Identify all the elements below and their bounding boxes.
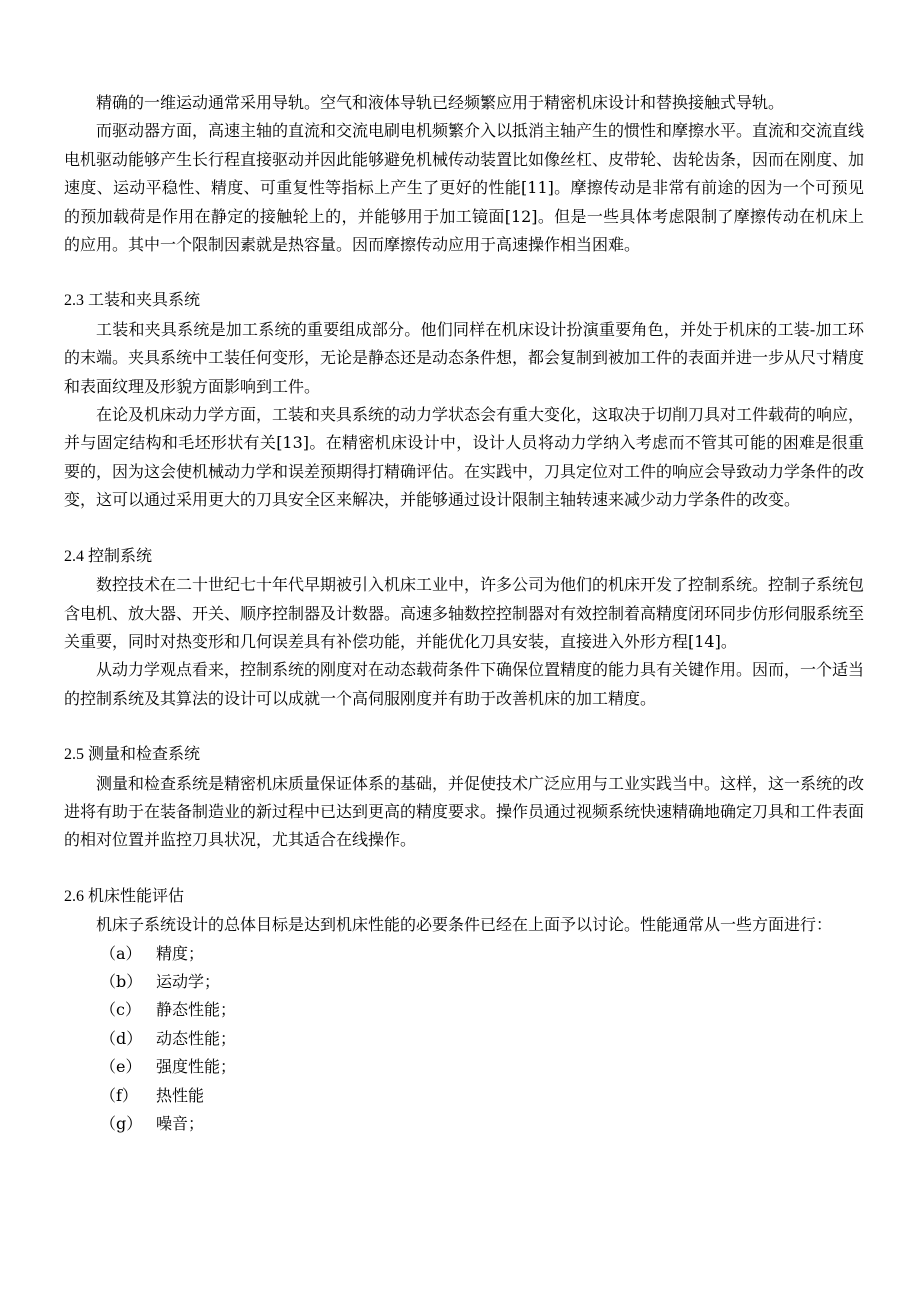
section-heading: 2.5 测量和检查系统 xyxy=(64,746,201,764)
section-heading: 2.3 工装和夹具系统 xyxy=(64,292,201,310)
intro-paragraph-drives: 而驱动器方面，高速主轴的直流和交流电刷电机频繁介入以抵消主轴产生的惯性和摩擦水平。直流和交流直线电机驱动能够产生长行程直接驱动并因此能够避免机械传动装置比如像丝杠、皮带轮、齿轮齿条，因而在刚度、加速度、运动平稳性、精度、可重复性等指标上产生了更好的性能[11]。摩擦传动是非常有前途的因为一个可预见的预加载荷是作用在静定的接触轮上的，并能够用于加工镜面[12]。但是一些具体考虑限制了摩擦传动在机床上的应用。其中一个限制因素就是热容量。因而摩擦传动应用于高速操作相当困难。 xyxy=(64,121,865,255)
performance-aspects-list xyxy=(64,940,864,1139)
list-item xyxy=(64,996,864,1024)
section-2-3 xyxy=(64,287,864,514)
section-spacer xyxy=(64,855,864,883)
section-spacer xyxy=(64,713,864,741)
section-2-4 xyxy=(64,543,864,713)
list-item-text: 热性能 xyxy=(156,1085,205,1105)
list-item xyxy=(64,1025,864,1053)
section-2-5 xyxy=(64,741,864,855)
section-2-6 xyxy=(64,883,864,1139)
list-item-marker: （f） xyxy=(100,1085,138,1105)
list-item-text: 静态性能； xyxy=(156,1000,237,1020)
section-spacer xyxy=(64,259,864,287)
list-item-marker: （c） xyxy=(100,1000,141,1020)
list-item xyxy=(64,1082,864,1110)
list-item-text: 精度； xyxy=(156,943,205,963)
section-heading: 2.6 机床性能评估 xyxy=(64,887,185,905)
section-paragraph: 工装和夹具系统是加工系统的重要组成部分。他们同样在机床设计扮演重要角色，并处于机床的工装-加工环的末端。夹具系统中工装任何变形，无论是静态还是动态条件想，都会复制到被加工件的表面并进一步从尺寸精度和表面纹理及形貌方面影响到工件。 xyxy=(64,319,865,396)
list-item-text: 强度性能； xyxy=(156,1057,237,1077)
list-item-text: 动态性能； xyxy=(156,1028,237,1048)
list-item-marker: （e） xyxy=(100,1057,142,1077)
section-heading: 2.4 控制系统 xyxy=(64,547,153,565)
list-item-marker: （g） xyxy=(100,1114,143,1133)
section-paragraph: 数控技术在二十世纪七十年代早期被引入机床工业中，许多公司为他们的机床开发了控制系统。控制子系统包含电机、放大器、开关、顺序控制器及计数器。高速多轴数控控制器对有效控制着高精度闭环同步仿形伺服系统至关重要，同时对热变形和几何误差具有补偿功能，并能优化刀具安装，直接进入外形方程[14]。 xyxy=(64,575,865,651)
section-paragraph: 在论及机床动力学方面，工装和夹具系统的动力学状态会有重大变化，这取决于切削刀具对工件载荷的响应，并与固定结构和毛坯形状有关[13]。在精密机床设计中，设计人员将动力学纳入考虑而不管其可能的困难是很重要的，因为这会使机械动力学和误差预期得打精确评估。在实践中，刀具定位对工件的响应会导致动力学条件的改变，这可以通过采用更大的刀具安全区来解决，并能够通过设计限制主轴转速来减少动力学条件的改变。 xyxy=(64,405,865,510)
list-item-text: 噪音； xyxy=(156,1114,205,1133)
document-page xyxy=(64,89,864,1138)
list-item xyxy=(64,1053,864,1081)
list-item xyxy=(64,968,864,996)
list-item-marker: （d） xyxy=(100,1028,143,1048)
section-spacer xyxy=(64,515,864,543)
list-item xyxy=(64,1110,864,1138)
list-item-marker: （a） xyxy=(100,943,142,963)
section-paragraph: 机床子系统设计的总体目标是达到机床性能的必要条件已经在上面予以讨论。性能通常从一些方面进行： xyxy=(96,915,833,935)
section-paragraph: 从动力学观点看来，控制系统的刚度对在动态载荷条件下确保位置精度的能力具有关键作用。因而，一个适当的控制系统及其算法的设计可以成就一个高伺服刚度并有助于改善机床的加工精度。 xyxy=(64,660,865,708)
intro-paragraph-guideways: 精确的一维运动通常采用导轨。空气和液体导轨已经频繁应用于精密机床设计和替换接触式导轨。 xyxy=(96,93,785,112)
list-item-text: 运动学； xyxy=(156,971,221,991)
list-item xyxy=(64,940,864,968)
section-paragraph: 测量和检查系统是精密机床质量保证体系的基础，并促使技术广泛应用与工业实践当中。这样，这一系统的改进将有助于在装备制造业的新过程中已达到更高的精度要求。操作员通过视频系统快速精确地确定刀具和工件表面的相对位置并监控刀具状况，尤其适合在线操作。 xyxy=(64,773,865,850)
list-item-marker: （b） xyxy=(100,971,143,991)
